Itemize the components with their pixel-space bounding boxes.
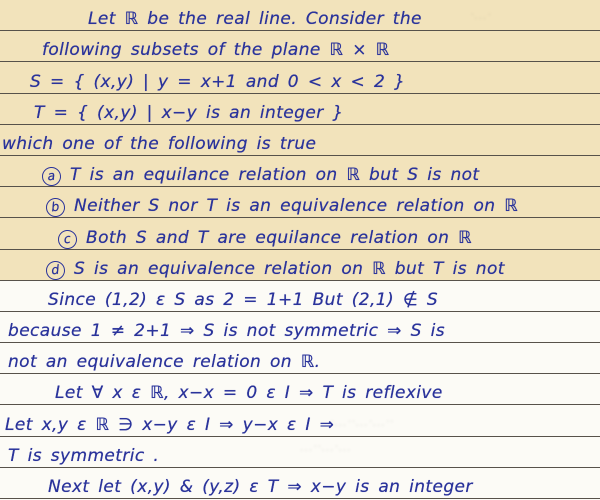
solution-line (0, 405, 600, 436)
option-a-text: T is an equilance relation on ℝ but S is not (70, 165, 480, 186)
handwritten-line (0, 62, 600, 93)
solution-text: Since (1,2) ε S as 2 = 1+1 But (2,1) ∉ S (48, 289, 439, 310)
solution-line (0, 437, 600, 468)
option-a (0, 156, 600, 187)
option-d (0, 250, 600, 281)
option-a-circle: a (41, 166, 62, 187)
solution-text: Let ∀ x ε ℝ, x−x = 0 ε I ⇒ T is reflexive (55, 383, 443, 404)
option-b-text: Neither S nor T is an equivalence relation on ℝ (74, 196, 519, 217)
set-definition-s: S = { (x,y) | y = x+1 and 0 < x < 2 } (30, 71, 406, 92)
solution-text: Next let (x,y) & (y,z) ε T ⇒ x−y is an integer (48, 477, 473, 497)
question-text: following subsets of the plane ℝ × ℝ (42, 40, 390, 61)
handwritten-line (0, 94, 600, 125)
solution-line (0, 343, 600, 374)
solution-line (0, 374, 600, 405)
option-b-circle: b (45, 197, 66, 218)
solution-line (0, 312, 600, 343)
handwritten-line (0, 125, 600, 156)
set-definition-t: T = { (x,y) | x−y is an integer } (34, 102, 344, 123)
option-d-text: S is an equivalence relation on ℝ but T is not (74, 258, 505, 279)
solution-line (0, 281, 600, 312)
solution-text: because 1 ≠ 2+1 ⇒ S is not symmetric ⇒ S is (8, 321, 445, 342)
option-c-circle: c (57, 229, 78, 250)
option-b (0, 187, 600, 218)
handwritten-line (0, 31, 600, 62)
solution-line (0, 468, 600, 499)
question-prompt: which one of the following is true (2, 133, 317, 154)
option-c-text: Both S and T are equilance relation on ℝ (86, 227, 473, 248)
solution-text: Let x,y ε ℝ ∋ x−y ε I ⇒ y−x ε I ⇒ (5, 414, 335, 435)
solution-text: not an equivalence relation on ℝ. (8, 352, 321, 373)
solution-text: T is symmetric . (8, 445, 160, 466)
option-c (0, 218, 600, 249)
handwritten-line (0, 0, 600, 31)
option-d-circle: d (45, 260, 66, 281)
question-text: Let ℝ be the real line. Consider the (88, 9, 422, 30)
